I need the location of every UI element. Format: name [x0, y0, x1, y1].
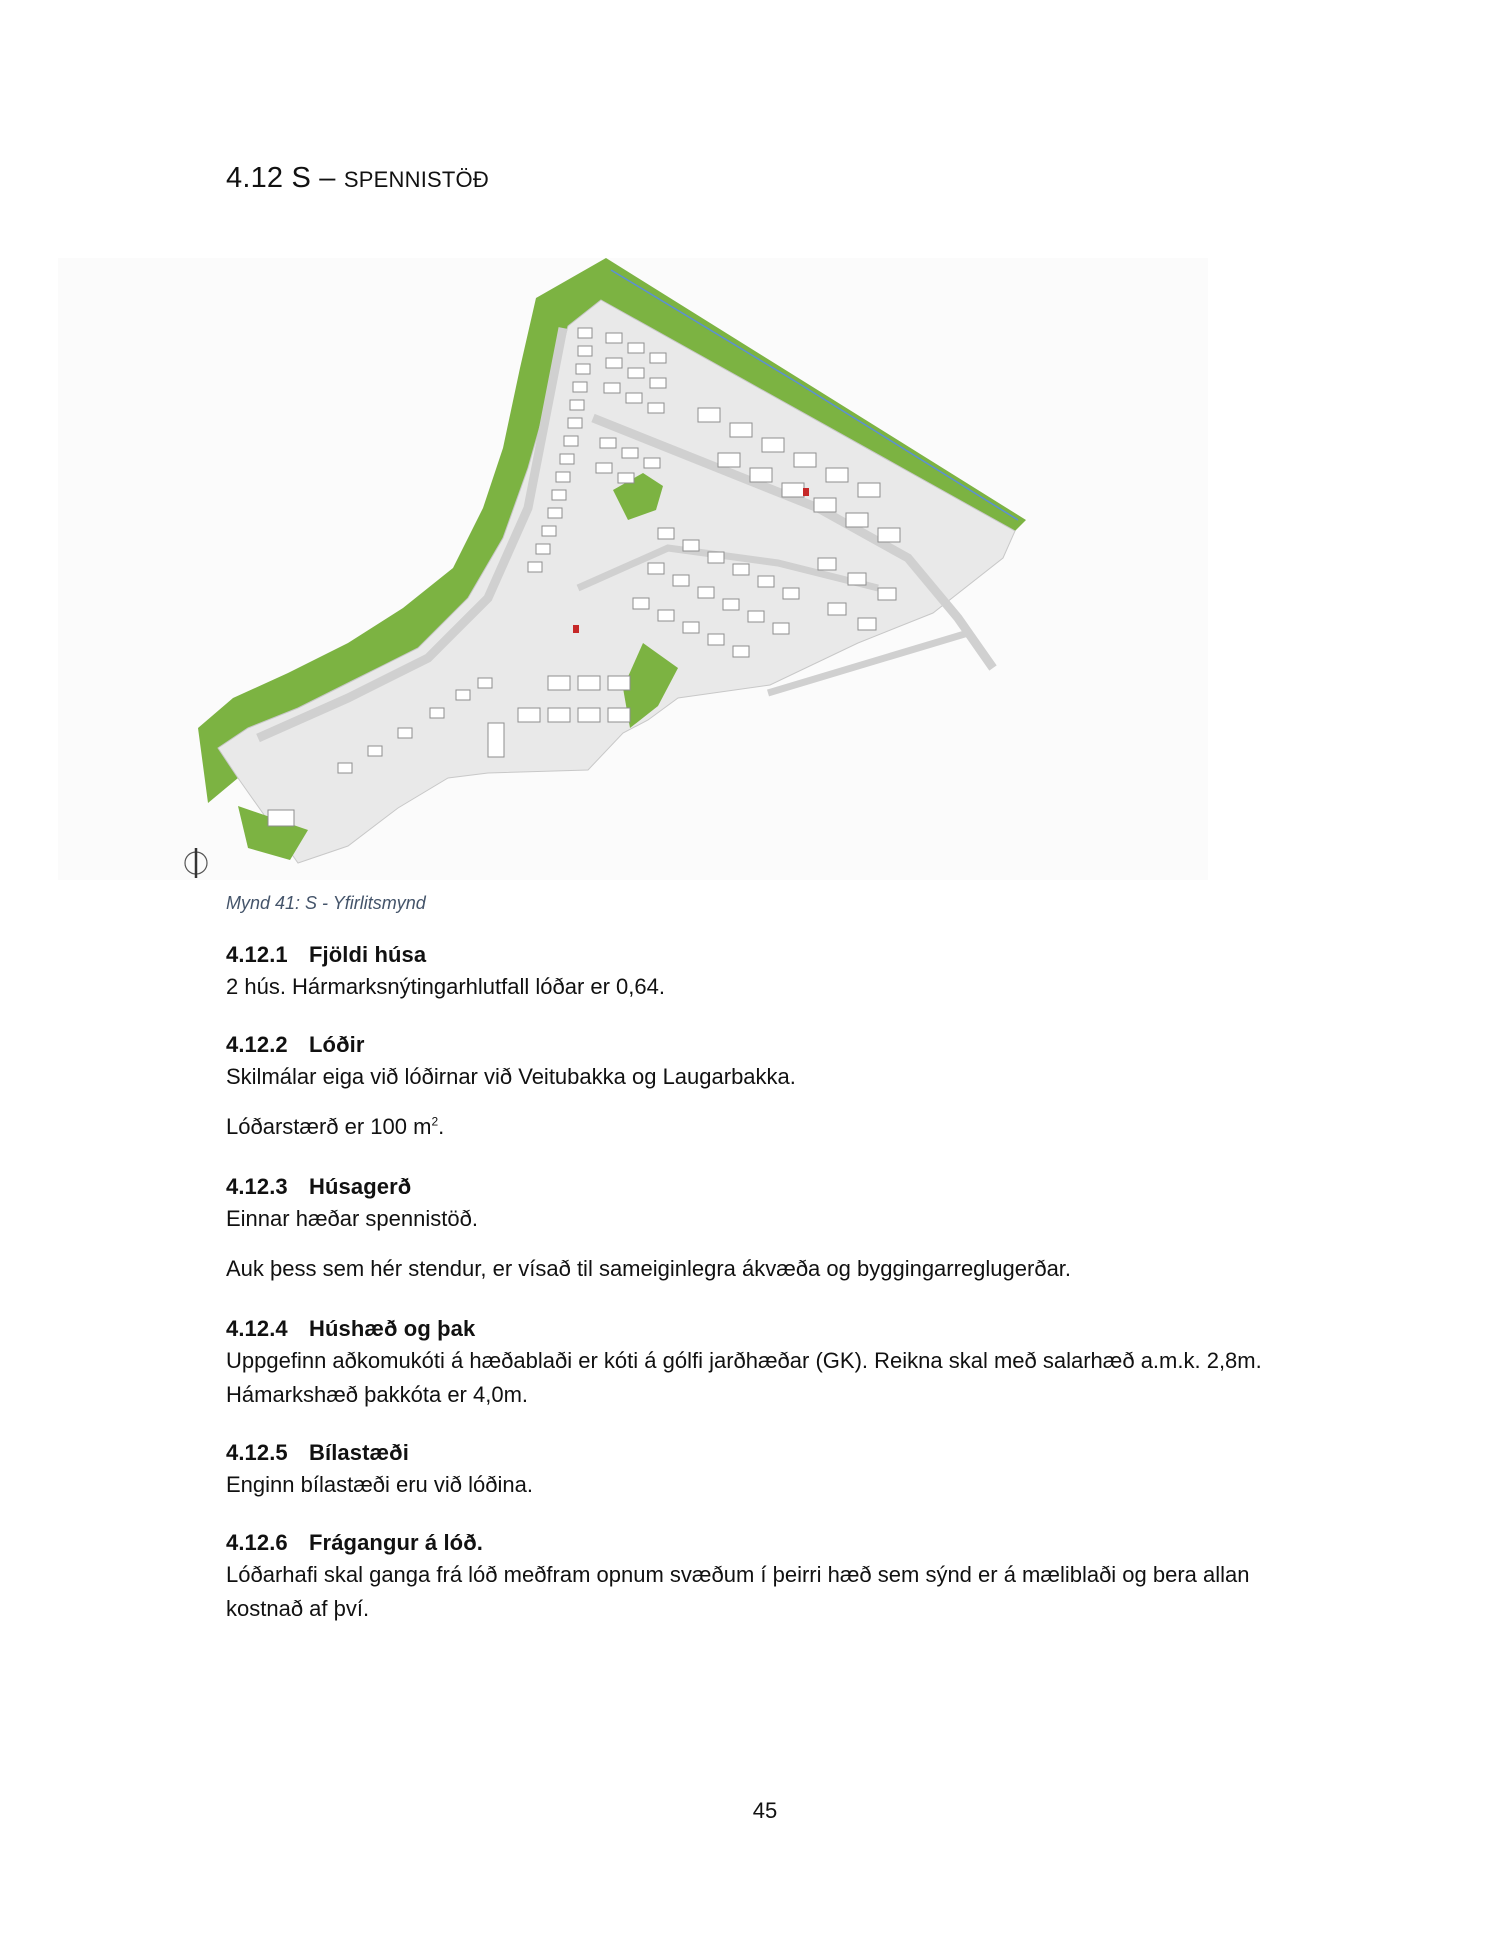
section-heading [226, 1528, 1306, 1558]
section-paragraph: Enginn bílastæði eru við lóðina. [226, 1472, 533, 1497]
section-number: 4.12.5 [226, 1440, 288, 1465]
section-number: 4.12.3 [226, 1174, 288, 1199]
section-title: Fjöldi húsa [309, 942, 427, 967]
site-plan-map [58, 258, 1208, 880]
substation-marker [573, 625, 579, 633]
section-number: 4.12.4 [226, 1316, 288, 1341]
page-heading [226, 162, 489, 195]
section-title: Bílastæði [309, 1440, 409, 1465]
heading-title: SPENNISTÖÐ [343, 167, 489, 192]
section-paragraph: Auk þess sem hér stendur, er vísað til sameiginlegra ákvæða og byggingarreglugerðar. [226, 1256, 1072, 1281]
section-4-12-3 [226, 1172, 1306, 1286]
section-4-12-2 [226, 1030, 1306, 1144]
section-title: Frágangur á lóð. [309, 1530, 483, 1555]
substation-marker [803, 488, 809, 496]
figure-caption: Mynd 41: S - Yfirlitsmynd [226, 893, 426, 913]
section-title: Lóðir [309, 1032, 365, 1057]
lot-size-suffix: . [438, 1114, 445, 1139]
section-4-12-5 [226, 1438, 1306, 1502]
section-4-12-4 [226, 1314, 1306, 1412]
lot-size-text: Lóðarstærð er 100 m [226, 1114, 432, 1139]
section-paragraph: 2 hús. Hármarksnýtingarhlutfall lóðar er 0,64. [226, 974, 665, 999]
section-heading [226, 1030, 1306, 1060]
lot-size-unit-exponent: 2 [431, 1114, 439, 1129]
section-heading [226, 1172, 1306, 1202]
section-paragraph: Einnar hæðar spennistöð. [226, 1206, 478, 1231]
section-heading [226, 1438, 1306, 1468]
lot-size-paragraph [226, 1110, 1306, 1144]
north-arrow-icon [185, 848, 207, 878]
section-title: Húshæð og þak [309, 1316, 476, 1341]
section-title: Húsagerð [309, 1174, 412, 1199]
section-number: 4.12.1 [226, 942, 288, 967]
section-number: 4.12.2 [226, 1032, 288, 1057]
section-paragraph: Skilmálar eiga við lóðirnar við Veitubakka og Laugarbakka. [226, 1064, 796, 1089]
site-plan-figure [58, 258, 1208, 880]
section-number: 4.12.6 [226, 1530, 288, 1555]
section-4-12-1 [226, 940, 1306, 1004]
section-heading [226, 940, 1306, 970]
section-4-12-6 [226, 1528, 1306, 1626]
section-paragraph: Lóðarhafi skal ganga frá lóð meðfram opnum svæðum í þeirri hæð sem sýnd er á mæliblaði og bera allan kostnað af því. [226, 1562, 1250, 1621]
heading-number: 4.12 S – [226, 162, 336, 194]
section-paragraph: Uppgefinn aðkomukóti á hæðablaði er kóti á gólfi jarðhæðar (GK). Reikna skal með salarhæð a.m.k. 2,8m. Hámarkshæð þakkóta er 4,0m. [226, 1348, 1262, 1407]
section-heading [226, 1314, 1306, 1344]
page-number: 45 [752, 1798, 778, 1823]
